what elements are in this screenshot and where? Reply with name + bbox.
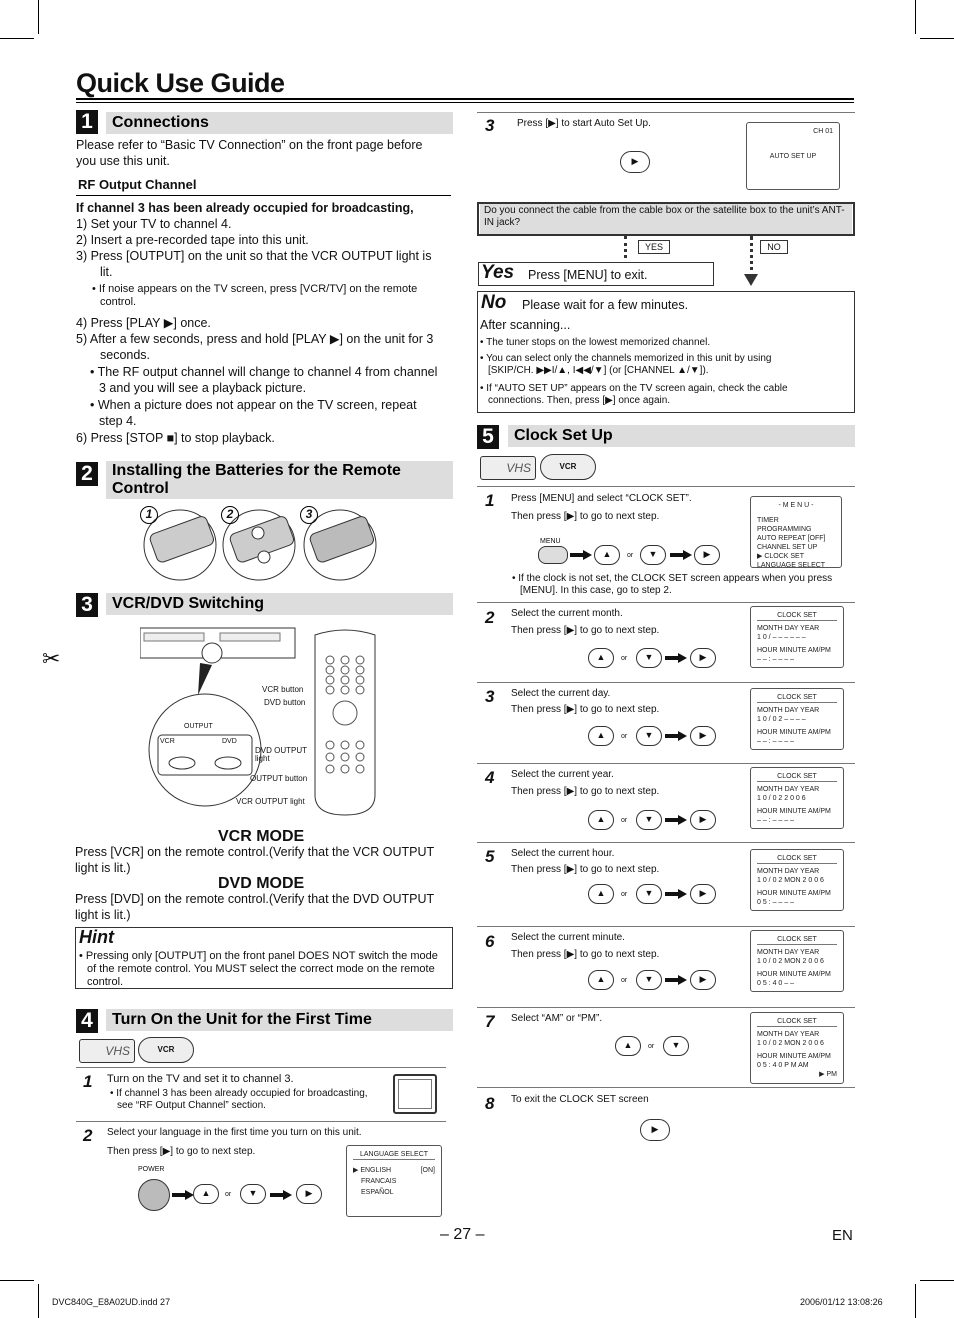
clock-screen-line: – – : – – – –	[757, 738, 794, 745]
turn-on-step1-text: Turn on the TV and set it to channel 3.	[107, 1073, 294, 1085]
crop-mark	[38, 0, 39, 34]
rf-note: • If noise appears on the TV screen, press [VCR/TV] on the remote control.	[92, 283, 418, 308]
up-button[interactable]: ▲	[193, 1184, 219, 1204]
or-label: or	[621, 655, 628, 662]
crop-mark	[38, 1284, 39, 1318]
auto-setup-screen	[746, 122, 840, 190]
section-title-vcr-dvd: VCR/DVD Switching	[106, 593, 453, 615]
clock-screen-line: HOUR MINUTE AM/PM	[757, 971, 831, 978]
crop-mark	[0, 38, 34, 39]
connections-intro: Please refer to “Basic TV Connection” on the front page before you use this unit.	[76, 138, 423, 168]
vcr-output-light-label: VCR OUTPUT light	[236, 797, 305, 806]
crop-mark	[915, 0, 916, 34]
menu-screen-line: - M E N U -	[778, 502, 814, 509]
clock-screen-line: HOUR MINUTE AM/PM	[757, 1053, 831, 1060]
page-title: Quick Use Guide	[76, 68, 285, 98]
section-number: 1	[76, 110, 98, 134]
play-button[interactable]: ▶	[640, 1119, 670, 1141]
play-button[interactable]: ▶	[690, 726, 716, 746]
down-button[interactable]: ▼	[640, 545, 666, 565]
clock-step1-note: • If the clock is not set, the CLOCK SET screen appears when you press [MENU]. In this case, go to step 2.	[512, 573, 833, 596]
battery-illustration	[140, 505, 380, 585]
vcr-mode-icon: VCR	[138, 1037, 194, 1063]
up-button[interactable]: ▲	[594, 545, 620, 565]
menu-screen-line: ▶ CLOCK SET	[757, 553, 805, 560]
after-scanning: After scanning...	[480, 318, 571, 332]
down-button[interactable]: ▼	[636, 810, 662, 830]
play-button[interactable]: ▶	[690, 648, 716, 668]
down-arrow-icon	[744, 274, 758, 286]
clock-screen-title: CLOCK SET	[757, 611, 837, 621]
vcr-label: VCR	[160, 738, 175, 745]
clock-step-text: Select the current minute.	[511, 932, 625, 943]
clock-screen-line: ▶ PM	[819, 1071, 837, 1078]
language-badge: EN	[832, 1227, 853, 1244]
rf-note: • When a picture does not appear on the TV screen, repeat step 4.	[90, 398, 417, 428]
rf-step: 1) Set your TV to channel 4.	[76, 217, 232, 231]
footer-left: DVC840G_E8A02UD.indd 27	[52, 1297, 171, 1307]
hint-heading: Hint	[79, 927, 114, 947]
clock-step-next: Then press [▶] to go to next step.	[511, 786, 660, 797]
clock-step-text: Select the current day.	[511, 688, 611, 699]
tv-icon	[393, 1074, 437, 1114]
language-option: ▶ ENGLISH	[353, 1167, 392, 1174]
clock-screen-title: CLOCK SET	[757, 935, 837, 945]
crop-mark	[915, 1284, 916, 1318]
section-number: 3	[76, 593, 98, 617]
menu-button[interactable]	[538, 546, 568, 564]
clock-step-text: Select “AM” or “PM”.	[511, 1013, 603, 1024]
rf-note: • The RF output channel will change to channel 4 from channel 3 and you will see a playback picture.	[90, 365, 438, 395]
clock-screen	[750, 849, 844, 911]
step-rule	[477, 1007, 855, 1008]
figure-number: 1	[140, 506, 158, 524]
turn-on-step2-text2: Then press [▶] to go to next step.	[107, 1146, 256, 1157]
screen-channel: CH 01	[813, 128, 833, 135]
rf-step: 4) Press [PLAY ▶] once.	[76, 316, 211, 330]
no-text: Please wait for a few minutes.	[522, 298, 689, 312]
or-label: or	[225, 1191, 232, 1198]
up-button[interactable]: ▲	[588, 810, 614, 830]
rf-step: 6) Press [STOP ■] to stop playback.	[76, 431, 275, 445]
section-title-turn-on: Turn On the Unit for the First Time	[106, 1009, 453, 1031]
yes-text: Press [MENU] to exit.	[528, 268, 648, 282]
menu-screen-line: LANGUAGE SELECT	[757, 562, 826, 569]
hint-text: • Pressing only [OUTPUT] on the front panel DOES NOT switch the mode of the remote control. You MUST select the correct mode on the remote control.	[79, 950, 438, 988]
clock-screen-line: 1 0 / 0 2 MON 2 0 0 6	[757, 958, 824, 965]
clock-screen-line: HOUR MINUTE AM/PM	[757, 729, 831, 736]
down-button[interactable]: ▼	[636, 970, 662, 990]
auto-setup-text: Press [▶] to start Auto Set Up.	[517, 118, 651, 129]
or-label: or	[627, 552, 634, 559]
clock-step-next: Then press [▶] to go to next step.	[511, 864, 660, 875]
scan-bullet: • The tuner stops on the lowest memorized channel.	[480, 337, 711, 348]
clock-step8-text: To exit the CLOCK SET screen	[511, 1094, 649, 1105]
or-label: or	[621, 733, 628, 740]
dvd-output-light-label: DVD OUTPUT light	[255, 746, 307, 763]
clock-screen-line: HOUR MINUTE AM/PM	[757, 808, 831, 815]
clock-screen-line: – – : – – – –	[757, 656, 794, 663]
clock-screen	[750, 606, 844, 668]
section-title-connections: Connections	[106, 112, 453, 134]
clock-screen-line: 1 0 / 0 2 – – – –	[757, 716, 806, 723]
step-rule	[477, 926, 855, 927]
dvd-button-label: DVD button	[264, 698, 306, 707]
up-button[interactable]: ▲	[615, 1036, 641, 1056]
clock-screen-line: MONTH DAY YEAR	[757, 1031, 820, 1038]
play-button[interactable]: ▶	[690, 810, 716, 830]
step-number: 2	[83, 1126, 93, 1145]
clock-screen-title: CLOCK SET	[757, 772, 837, 782]
up-button[interactable]: ▲	[588, 648, 614, 668]
clock-screen-title: CLOCK SET	[757, 854, 837, 864]
rf-lead: If channel 3 has been already occupied for broadcasting,	[76, 201, 414, 215]
step-rule	[477, 1087, 855, 1088]
arrow-icon	[670, 550, 692, 560]
dvd-mode-heading: DVD MODE	[218, 875, 305, 892]
or-label: or	[621, 817, 628, 824]
vcr-mode-heading: VCR MODE	[218, 828, 305, 845]
clock-screen-line: MONTH DAY YEAR	[757, 868, 820, 875]
clock-screen-line: MONTH DAY YEAR	[757, 786, 820, 793]
play-button[interactable]: ▶	[690, 884, 716, 904]
footer-right: 2006/01/12 13:08:26	[800, 1297, 883, 1307]
yes-arrow	[624, 236, 627, 258]
vcr-mode-text: Press [VCR] on the remote control.(Verify that the VCR OUTPUT light is lit.)	[75, 845, 434, 875]
no-label: NO	[760, 240, 788, 254]
rf-output-subtitle: RF Output Channel	[78, 177, 197, 192]
question-text: Do you connect the cable from the cable box or the satellite box to the unit’s ANT-IN jack?	[480, 204, 852, 234]
clock-step-next: Then press [▶] to go to next step.	[511, 704, 660, 715]
or-label: or	[621, 891, 628, 898]
menu-label: MENU	[540, 538, 561, 545]
language-screen	[346, 1145, 442, 1217]
step-number: 2	[485, 608, 495, 627]
no-arrow	[750, 236, 753, 278]
clock-screen-line: – – : – – – –	[757, 817, 794, 824]
clock-screen-line: MONTH DAY YEAR	[757, 707, 820, 714]
output-button-label: OUTPUT button	[250, 774, 308, 783]
turn-on-step1-note: • If channel 3 has been already occupied for broadcasting, see “RF Output Channel” section.	[110, 1088, 368, 1111]
step-number: 1	[83, 1072, 93, 1091]
figure-number: 2	[221, 506, 239, 524]
step-number: 6	[485, 932, 495, 951]
step-rule	[477, 763, 855, 764]
menu-screen-line: TIMER PROGRAMMING	[757, 517, 812, 533]
step-number: 7	[485, 1012, 495, 1031]
down-button[interactable]: ▼	[240, 1184, 266, 1204]
menu-screen-line: AUTO REPEAT [OFF]	[757, 535, 826, 542]
clock-step-text: Select the current month.	[511, 608, 623, 619]
clock-screen	[750, 767, 844, 829]
menu-screen-line: CHANNEL SET UP	[757, 544, 818, 551]
clock-screen-line: MONTH DAY YEAR	[757, 949, 820, 956]
step-rule	[477, 486, 855, 487]
page-number: – 27 –	[440, 1226, 485, 1243]
clock-screen-line: 1 0 / – – – – – –	[757, 634, 806, 641]
vhs-icon: VHS	[79, 1039, 135, 1063]
vhs-icon: VHS	[480, 456, 536, 480]
screen-auto-setup: AUTO SET UP	[769, 153, 817, 160]
play-button[interactable]: ▶	[296, 1184, 322, 1204]
step-number: 4	[485, 768, 495, 787]
vcr-mode-icon: VCR	[540, 454, 596, 480]
play-button[interactable]: ▶	[620, 151, 650, 173]
power-button[interactable]	[138, 1179, 170, 1211]
clock-step1-text2: Then press [▶] to go to next step.	[511, 511, 660, 522]
arrow-icon	[665, 975, 687, 985]
down-button[interactable]: ▼	[663, 1036, 689, 1056]
dvd-mode-text: Press [DVD] on the remote control.(Verify that the DVD OUTPUT light is lit.)	[75, 892, 434, 922]
rf-step: 5) After a few seconds, press and hold [PLAY ▶] on the unit for 3 seconds.	[76, 332, 434, 362]
step-rule	[76, 1121, 446, 1122]
step-rule	[477, 682, 855, 683]
language-on: [ON]	[420, 1167, 435, 1174]
clock-screen-line: 0 5 : 4 0 P M AM	[757, 1062, 809, 1069]
arrow-icon	[665, 815, 687, 825]
clock-screen-line: 1 0 / 0 2 MON 2 0 0 6	[757, 877, 824, 884]
clock-screen	[750, 1012, 844, 1084]
step-number: 1	[485, 491, 495, 510]
clock-screen-line: 1 0 / 0 2 2 0 0 6	[757, 795, 806, 802]
clock-screen	[750, 930, 844, 992]
language-option: FRANCAIS	[361, 1178, 397, 1185]
step-number: 8	[485, 1094, 495, 1113]
section-number: 2	[76, 462, 98, 486]
arrow-icon	[570, 550, 592, 560]
dvd-label: DVD	[222, 738, 237, 745]
up-button[interactable]: ▲	[588, 726, 614, 746]
step-number: 3	[485, 687, 495, 706]
down-button[interactable]: ▼	[636, 648, 662, 668]
step-rule	[76, 1067, 446, 1068]
yes-label: YES	[638, 240, 670, 254]
clock-screen-title: CLOCK SET	[757, 693, 837, 703]
step-rule	[477, 842, 855, 843]
menu-screen	[750, 496, 842, 568]
no-heading: No	[481, 292, 507, 313]
down-button[interactable]: ▼	[636, 884, 662, 904]
figure-number: 3	[300, 506, 318, 524]
crop-mark	[920, 1280, 954, 1281]
vcr-dvd-illustration	[140, 625, 400, 825]
clock-screen-line: 0 5 : 4 0 – –	[757, 980, 794, 987]
subtitle-rule	[76, 195, 451, 196]
clock-step-next: Then press [▶] to go to next step.	[511, 949, 660, 960]
scissors-icon: ✂	[42, 646, 61, 671]
arrow-icon	[172, 1190, 194, 1200]
step-number: 5	[485, 847, 495, 866]
step-rule	[477, 112, 855, 113]
play-button[interactable]: ▶	[690, 970, 716, 990]
clock-screen	[750, 688, 844, 750]
arrow-icon	[665, 653, 687, 663]
section-title-batteries: Installing the Batteries for the Remote Control	[106, 461, 453, 499]
clock-screen-title: CLOCK SET	[757, 1017, 837, 1027]
crop-mark	[920, 38, 954, 39]
or-label: or	[648, 1043, 655, 1050]
turn-on-step2-text: Select your language in the first time you turn on this unit.	[107, 1127, 362, 1138]
clock-step1-text: Press [MENU] and select “CLOCK SET”.	[511, 493, 692, 504]
yes-heading: Yes	[481, 262, 515, 283]
arrow-icon	[665, 731, 687, 741]
clock-step-text: Select the current hour.	[511, 848, 615, 859]
power-label: POWER	[138, 1166, 165, 1173]
arrow-icon	[665, 889, 687, 899]
arrow-icon	[270, 1190, 292, 1200]
rf-step: 2) Insert a pre-recorded tape into this unit.	[76, 233, 309, 247]
or-label: or	[621, 977, 628, 984]
clock-screen-line: MONTH DAY YEAR	[757, 625, 820, 632]
output-label: OUTPUT	[184, 723, 213, 730]
crop-mark	[0, 1280, 34, 1281]
rf-step: 3) Press [OUTPUT] on the unit so that the VCR OUTPUT light is lit.	[76, 249, 432, 279]
step-number: 3	[485, 116, 495, 135]
play-button[interactable]: ▶	[694, 545, 720, 565]
title-rule	[76, 98, 854, 103]
step-rule	[477, 602, 855, 603]
scan-bullet: • You can select only the channels memorized in this unit by using [SKIP/CH. ▶▶I/▲, I◀◀/▼] (or [CHANNEL ▲/▼]).	[480, 353, 772, 376]
scan-bullet: • If “AUTO SET UP” appears on the TV screen again, check the cable connections. Then, press [▶] once again.	[480, 383, 788, 406]
language-screen-title: LANGUAGE SELECT	[353, 1150, 435, 1160]
vcr-button-label: VCR button	[262, 685, 304, 694]
clock-step-next: Then press [▶] to go to next step.	[511, 625, 660, 636]
clock-screen-line: 1 0 / 0 2 MON 2 0 0 6	[757, 1040, 824, 1047]
clock-screen-line: HOUR MINUTE AM/PM	[757, 890, 831, 897]
section-number: 4	[76, 1009, 98, 1033]
language-option: ESPAÑOL	[361, 1189, 394, 1196]
clock-step-text: Select the current year.	[511, 769, 614, 780]
down-button[interactable]: ▼	[636, 726, 662, 746]
clock-screen-line: HOUR MINUTE AM/PM	[757, 647, 831, 654]
up-button[interactable]: ▲	[588, 970, 614, 990]
section-number: 5	[477, 425, 499, 449]
section-title-clock: Clock Set Up	[508, 425, 855, 447]
clock-screen-line: 0 5 : – – – –	[757, 899, 794, 906]
up-button[interactable]: ▲	[588, 884, 614, 904]
